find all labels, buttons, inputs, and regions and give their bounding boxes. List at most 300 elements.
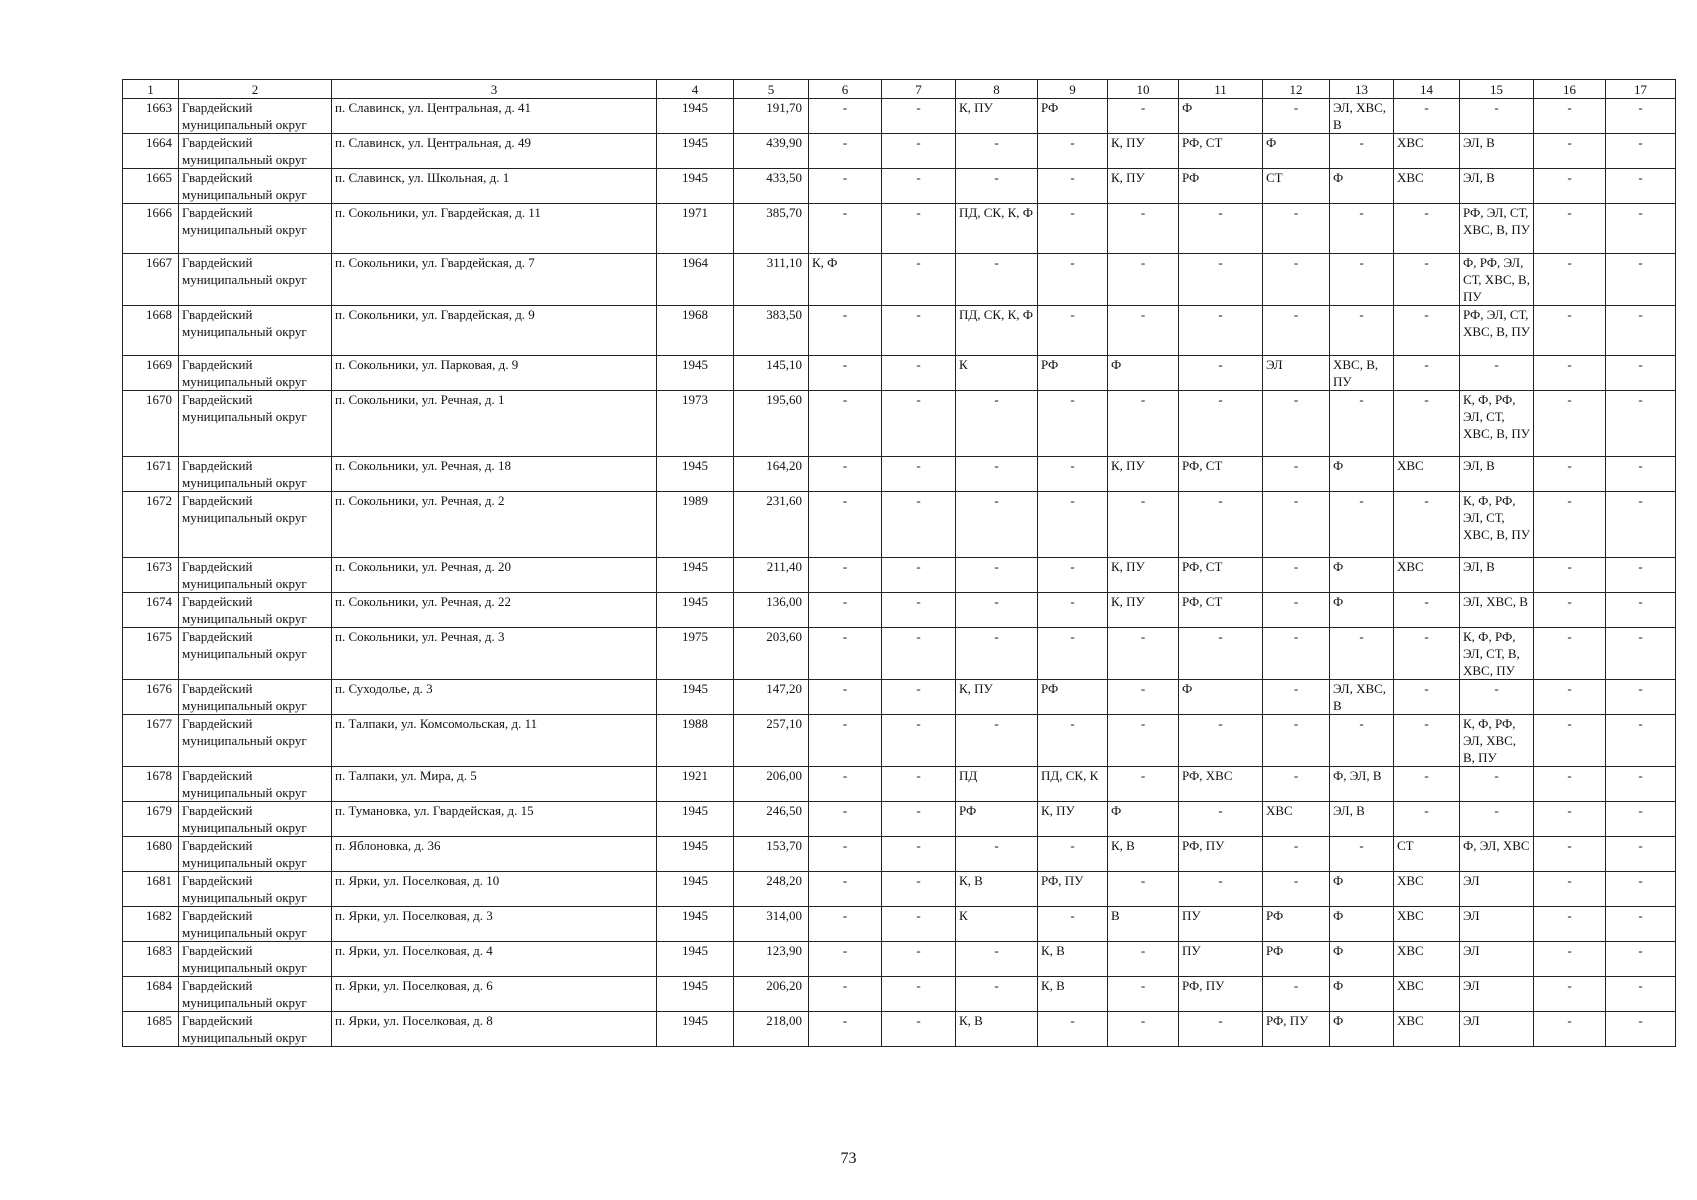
column-number-cell: 12 (1263, 80, 1330, 99)
table-cell: - (1606, 1012, 1676, 1047)
table-cell: - (1460, 802, 1534, 837)
column-number-cell: 16 (1534, 80, 1606, 99)
table-cell: - (956, 628, 1038, 680)
table-cell: - (1534, 977, 1606, 1012)
table-cell: - (1263, 391, 1330, 457)
table-cell: ХВС (1394, 942, 1460, 977)
table-row (123, 977, 1676, 1012)
table-cell: - (1606, 99, 1676, 134)
table-cell: 203,60 (734, 628, 809, 680)
table-cell: - (1606, 457, 1676, 492)
table-cell: 1964 (657, 254, 734, 306)
table-cell: 383,50 (734, 306, 809, 356)
table-cell: п. Сокольники, ул. Парковая, д. 9 (332, 356, 657, 391)
table-cell: - (956, 134, 1038, 169)
table-cell: - (1394, 802, 1460, 837)
table-cell: РФ (1179, 169, 1263, 204)
column-number-cell: 10 (1108, 80, 1179, 99)
table-cell: - (1263, 204, 1330, 254)
table-cell: РФ, СТ (1179, 558, 1263, 593)
table-cell: Ф (1179, 99, 1263, 134)
table-cell: 1945 (657, 169, 734, 204)
table-cell: - (1606, 593, 1676, 628)
table-cell: 1945 (657, 593, 734, 628)
table-cell: - (1394, 99, 1460, 134)
table-cell: РФ, СТ (1179, 593, 1263, 628)
table-cell: - (1606, 356, 1676, 391)
table-cell: 1921 (657, 767, 734, 802)
table-cell: К (956, 907, 1038, 942)
table-cell: - (956, 942, 1038, 977)
table-cell: 1945 (657, 977, 734, 1012)
table-cell: - (1179, 802, 1263, 837)
column-number-cell: 6 (809, 80, 882, 99)
table-cell: Гвардейский муниципальный округ (179, 837, 332, 872)
table-cell: - (882, 593, 956, 628)
table-cell: - (1460, 767, 1534, 802)
table-cell: - (1108, 492, 1179, 558)
table-cell: 195,60 (734, 391, 809, 457)
table-cell: 1682 (123, 907, 179, 942)
column-number-cell: 13 (1330, 80, 1394, 99)
table-cell: РФ, ПУ (1263, 1012, 1330, 1047)
table-cell: Ф (1330, 872, 1394, 907)
table-cell: - (1534, 99, 1606, 134)
table-cell: Гвардейский муниципальный округ (179, 254, 332, 306)
table-cell: Гвардейский муниципальный округ (179, 767, 332, 802)
table-cell: - (1263, 977, 1330, 1012)
table-cell: Ф, ЭЛ, В (1330, 767, 1394, 802)
table-cell: Гвардейский муниципальный округ (179, 492, 332, 558)
table-cell: 1678 (123, 767, 179, 802)
table-cell: К, В (1038, 942, 1108, 977)
table-cell: ЭЛ (1460, 977, 1534, 1012)
table-cell: - (1330, 628, 1394, 680)
table-cell: 211,40 (734, 558, 809, 593)
table-cell: РФ, ЭЛ, СТ, ХВС, В, ПУ (1460, 306, 1534, 356)
table-cell: 1666 (123, 204, 179, 254)
table-cell: п. Талпаки, ул. Мира, д. 5 (332, 767, 657, 802)
table-cell: п. Сокольники, ул. Речная, д. 2 (332, 492, 657, 558)
table-cell: - (1330, 134, 1394, 169)
table-cell: - (1394, 356, 1460, 391)
table-cell: - (1038, 254, 1108, 306)
table-cell: - (882, 457, 956, 492)
table-cell: 1668 (123, 306, 179, 356)
table-cell: - (1179, 254, 1263, 306)
table-cell: - (1460, 356, 1534, 391)
table-cell: - (809, 977, 882, 1012)
table-cell: 1971 (657, 204, 734, 254)
table-cell: - (1108, 391, 1179, 457)
column-number-cell: 5 (734, 80, 809, 99)
table-cell: Ф (1330, 907, 1394, 942)
column-number-row (123, 80, 1676, 99)
table-cell: - (1606, 204, 1676, 254)
table-row (123, 767, 1676, 802)
table-cell: РФ (1263, 907, 1330, 942)
table-cell: - (1606, 306, 1676, 356)
table-cell: - (1108, 1012, 1179, 1047)
table-cell: - (1534, 942, 1606, 977)
table-cell: 1663 (123, 99, 179, 134)
registry-table (122, 79, 1676, 1047)
table-cell: 136,00 (734, 593, 809, 628)
table-cell: ПД, СК, К, Ф (956, 306, 1038, 356)
table-cell: - (956, 715, 1038, 767)
table-cell: 1683 (123, 942, 179, 977)
table-cell: ЭЛ, В (1460, 457, 1534, 492)
table-cell: - (956, 492, 1038, 558)
table-cell: ХВС (1394, 169, 1460, 204)
table-cell: - (1263, 593, 1330, 628)
table-cell: Ф (1330, 558, 1394, 593)
table-cell: - (1330, 715, 1394, 767)
table-cell: - (1606, 391, 1676, 457)
table-cell: - (809, 457, 882, 492)
table-cell: К, ПУ (956, 99, 1038, 134)
table-cell: - (1394, 767, 1460, 802)
table-row (123, 492, 1676, 558)
table-cell: Ф (1330, 457, 1394, 492)
table-cell: РФ (1038, 356, 1108, 391)
table-cell: - (1263, 872, 1330, 907)
table-cell: - (809, 942, 882, 977)
table-cell: 1945 (657, 680, 734, 715)
table-cell: - (809, 1012, 882, 1047)
table-cell: - (809, 356, 882, 391)
table-cell: п. Ярки, ул. Поселковая, д. 6 (332, 977, 657, 1012)
table-cell: - (1108, 767, 1179, 802)
table-cell: ХВС (1394, 907, 1460, 942)
column-number-cell: 2 (179, 80, 332, 99)
table-cell: - (1534, 680, 1606, 715)
table-row (123, 134, 1676, 169)
column-number-cell: 3 (332, 80, 657, 99)
table-cell: Ф (1108, 802, 1179, 837)
table-cell: К, ПУ (1108, 593, 1179, 628)
table-cell: - (1606, 558, 1676, 593)
table-cell: - (1534, 391, 1606, 457)
table-cell: Гвардейский муниципальный округ (179, 99, 332, 134)
table-cell: - (1179, 492, 1263, 558)
table-cell: - (1179, 356, 1263, 391)
table-cell: Гвардейский муниципальный округ (179, 977, 332, 1012)
table-cell: - (1038, 204, 1108, 254)
table-cell: 1674 (123, 593, 179, 628)
table-cell: Ф (1108, 356, 1179, 391)
table-cell: - (1534, 492, 1606, 558)
table-row (123, 1012, 1676, 1047)
table-cell: Гвардейский муниципальный округ (179, 169, 332, 204)
table-cell: - (882, 977, 956, 1012)
table-cell: 1684 (123, 977, 179, 1012)
table-cell: - (1330, 306, 1394, 356)
table-cell: - (1394, 628, 1460, 680)
table-cell: - (1330, 837, 1394, 872)
table-row (123, 593, 1676, 628)
table-cell: п. Суходолье, д. 3 (332, 680, 657, 715)
table-cell: - (1606, 767, 1676, 802)
table-cell: - (1108, 715, 1179, 767)
table-cell: 439,90 (734, 134, 809, 169)
table-row (123, 907, 1676, 942)
table-row (123, 628, 1676, 680)
table-row (123, 356, 1676, 391)
table-cell: 147,20 (734, 680, 809, 715)
table-cell: - (956, 558, 1038, 593)
table-cell: 1673 (123, 558, 179, 593)
table-cell: п. Сокольники, ул. Гвардейская, д. 7 (332, 254, 657, 306)
table-cell: К, В (1038, 977, 1108, 1012)
table-cell: РФ (1038, 680, 1108, 715)
table-cell: - (809, 134, 882, 169)
table-cell: - (809, 99, 882, 134)
table-cell: 433,50 (734, 169, 809, 204)
table-cell: - (1534, 715, 1606, 767)
table-cell: 1945 (657, 802, 734, 837)
table-cell: п. Славинск, ул. Центральная, д. 49 (332, 134, 657, 169)
table-cell: - (1394, 492, 1460, 558)
table-cell: 1680 (123, 837, 179, 872)
table-cell: - (809, 169, 882, 204)
table-cell: РФ (956, 802, 1038, 837)
table-cell: п. Ярки, ул. Поселковая, д. 3 (332, 907, 657, 942)
table-cell: Гвардейский муниципальный округ (179, 802, 332, 837)
table-cell: - (1606, 492, 1676, 558)
table-cell: - (1394, 254, 1460, 306)
table-cell: 1664 (123, 134, 179, 169)
table-cell: - (1263, 492, 1330, 558)
table-cell: - (1108, 99, 1179, 134)
table-cell: ХВС (1394, 457, 1460, 492)
table-cell: 145,10 (734, 356, 809, 391)
table-cell: - (1179, 306, 1263, 356)
table-cell: - (1606, 254, 1676, 306)
table-cell: - (1606, 872, 1676, 907)
table-cell: - (809, 593, 882, 628)
table-cell: - (956, 254, 1038, 306)
table-cell: - (1534, 356, 1606, 391)
table-cell: - (1394, 680, 1460, 715)
table-cell: - (1263, 254, 1330, 306)
table-cell: 1975 (657, 628, 734, 680)
table-cell: - (1534, 628, 1606, 680)
table-cell: - (882, 1012, 956, 1047)
table-cell: - (1179, 628, 1263, 680)
table-cell: - (956, 593, 1038, 628)
table-cell: 1667 (123, 254, 179, 306)
table-cell: Гвардейский муниципальный округ (179, 306, 332, 356)
table-cell: - (1534, 457, 1606, 492)
table-cell: ЭЛ, В (1330, 802, 1394, 837)
table-cell: - (1263, 680, 1330, 715)
table-cell: п. Сокольники, ул. Речная, д. 3 (332, 628, 657, 680)
table-cell: - (1534, 204, 1606, 254)
table-cell: п. Ярки, ул. Поселковая, д. 8 (332, 1012, 657, 1047)
table-cell: - (809, 391, 882, 457)
table-cell: Гвардейский муниципальный округ (179, 356, 332, 391)
table-cell: - (882, 680, 956, 715)
table-cell: РФ (1038, 99, 1108, 134)
table-cell: - (882, 169, 956, 204)
table-cell: - (809, 802, 882, 837)
table-cell: К, В (956, 1012, 1038, 1047)
table-cell: - (1263, 628, 1330, 680)
table-cell: 1672 (123, 492, 179, 558)
table-cell: п. Сокольники, ул. Речная, д. 20 (332, 558, 657, 593)
table-cell: п. Талпаки, ул. Комсомольская, д. 11 (332, 715, 657, 767)
table-cell: Гвардейский муниципальный округ (179, 593, 332, 628)
table-cell: ЭЛ (1460, 942, 1534, 977)
table-row (123, 457, 1676, 492)
table-cell: - (1534, 134, 1606, 169)
table-cell: - (1263, 837, 1330, 872)
table-cell: - (1534, 254, 1606, 306)
column-number-cell: 17 (1606, 80, 1676, 99)
table-cell: РФ, ПУ (1179, 977, 1263, 1012)
table-cell: 1988 (657, 715, 734, 767)
table-cell: - (1534, 1012, 1606, 1047)
table-cell: - (1038, 907, 1108, 942)
table-cell: - (1606, 134, 1676, 169)
table-cell: 206,20 (734, 977, 809, 1012)
table-cell: - (1038, 457, 1108, 492)
table-cell: - (882, 767, 956, 802)
table-cell: 1945 (657, 99, 734, 134)
table-cell: 1945 (657, 907, 734, 942)
table-cell: К, ПУ (1108, 558, 1179, 593)
table-cell: - (1606, 837, 1676, 872)
table-cell: - (1179, 391, 1263, 457)
table-cell: Гвардейский муниципальный округ (179, 628, 332, 680)
table-cell: - (1460, 99, 1534, 134)
table-cell: ЭЛ (1263, 356, 1330, 391)
table-cell: РФ, ЭЛ, СТ, ХВС, В, ПУ (1460, 204, 1534, 254)
table-cell: Ф (1179, 680, 1263, 715)
table-cell: - (882, 628, 956, 680)
table-cell: ЭЛ, В (1460, 134, 1534, 169)
table-cell: ЭЛ, ХВС, В (1330, 99, 1394, 134)
table-cell: - (1534, 306, 1606, 356)
table-cell: - (1606, 680, 1676, 715)
table-row (123, 254, 1676, 306)
table-cell: К, ПУ (1108, 169, 1179, 204)
table-cell: п. Ярки, ул. Поселковая, д. 10 (332, 872, 657, 907)
table-cell: ХВС (1394, 558, 1460, 593)
table-cell: - (1394, 391, 1460, 457)
table-cell: Ф, РФ, ЭЛ, СТ, ХВС, В, ПУ (1460, 254, 1534, 306)
table-cell: - (882, 306, 956, 356)
table-cell: - (1534, 558, 1606, 593)
column-number-cell: 8 (956, 80, 1038, 99)
table-cell: - (1108, 628, 1179, 680)
table-cell: - (882, 942, 956, 977)
table-cell: - (956, 457, 1038, 492)
table-cell: 1945 (657, 356, 734, 391)
table-cell: - (1534, 802, 1606, 837)
table-cell: - (956, 169, 1038, 204)
table-cell: - (1038, 391, 1108, 457)
table-row (123, 837, 1676, 872)
table-cell: ХВС (1263, 802, 1330, 837)
table-cell: п. Сокольники, ул. Речная, д. 18 (332, 457, 657, 492)
table-cell: СТ (1394, 837, 1460, 872)
table-cell: - (1108, 680, 1179, 715)
table-cell: - (1108, 306, 1179, 356)
table-cell: Ф (1330, 942, 1394, 977)
table-cell: 153,70 (734, 837, 809, 872)
table-cell: 1685 (123, 1012, 179, 1047)
table-cell: - (882, 391, 956, 457)
table-cell: п. Сокольники, ул. Гвардейская, д. 9 (332, 306, 657, 356)
table-cell: - (1330, 391, 1394, 457)
table-row (123, 99, 1676, 134)
table-cell: - (1179, 872, 1263, 907)
table-body (123, 80, 1676, 1047)
table-cell: В (1108, 907, 1179, 942)
table-cell: К, Ф, РФ, ЭЛ, СТ, В, ХВС, ПУ (1460, 628, 1534, 680)
table-cell: ЭЛ, В (1460, 169, 1534, 204)
table-cell: Гвардейский муниципальный округ (179, 680, 332, 715)
table-cell: 1945 (657, 942, 734, 977)
table-cell: - (1534, 593, 1606, 628)
column-number-cell: 11 (1179, 80, 1263, 99)
table-cell: К, Ф, РФ, ЭЛ, СТ, ХВС, В, ПУ (1460, 492, 1534, 558)
table-cell: - (1534, 169, 1606, 204)
table-row (123, 558, 1676, 593)
table-cell: Гвардейский муниципальный округ (179, 204, 332, 254)
table-cell: - (809, 715, 882, 767)
table-cell: - (809, 306, 882, 356)
column-number-cell: 4 (657, 80, 734, 99)
table-cell: - (1330, 492, 1394, 558)
table-cell: ХВС, В, ПУ (1330, 356, 1394, 391)
table-cell: 1677 (123, 715, 179, 767)
table-cell: К, ПУ (1108, 134, 1179, 169)
table-cell: Ф, ЭЛ, ХВС (1460, 837, 1534, 872)
table-cell: К, ПУ (956, 680, 1038, 715)
column-number-cell: 7 (882, 80, 956, 99)
table-cell: 1671 (123, 457, 179, 492)
table-cell: ПД, СК, К, Ф (956, 204, 1038, 254)
table-row (123, 680, 1676, 715)
table-cell: 1669 (123, 356, 179, 391)
table-cell: 1968 (657, 306, 734, 356)
table-cell: ЭЛ, ХВС, В (1460, 593, 1534, 628)
table-cell: - (1038, 837, 1108, 872)
table-cell: - (1263, 767, 1330, 802)
table-cell: 257,10 (734, 715, 809, 767)
table-cell: - (882, 492, 956, 558)
table-cell: - (882, 837, 956, 872)
table-cell: - (1038, 169, 1108, 204)
table-row (123, 715, 1676, 767)
table-cell: РФ, ПУ (1179, 837, 1263, 872)
table-cell: Ф (1330, 593, 1394, 628)
table-cell: - (882, 715, 956, 767)
table-cell: - (882, 356, 956, 391)
table-row (123, 204, 1676, 254)
table-cell: - (809, 680, 882, 715)
table-cell: Гвардейский муниципальный округ (179, 457, 332, 492)
table-cell: - (1038, 1012, 1108, 1047)
table-cell: - (1038, 492, 1108, 558)
table-cell: Ф (1330, 1012, 1394, 1047)
table-cell: - (1606, 628, 1676, 680)
table-cell: 1945 (657, 134, 734, 169)
table-cell: - (1108, 872, 1179, 907)
